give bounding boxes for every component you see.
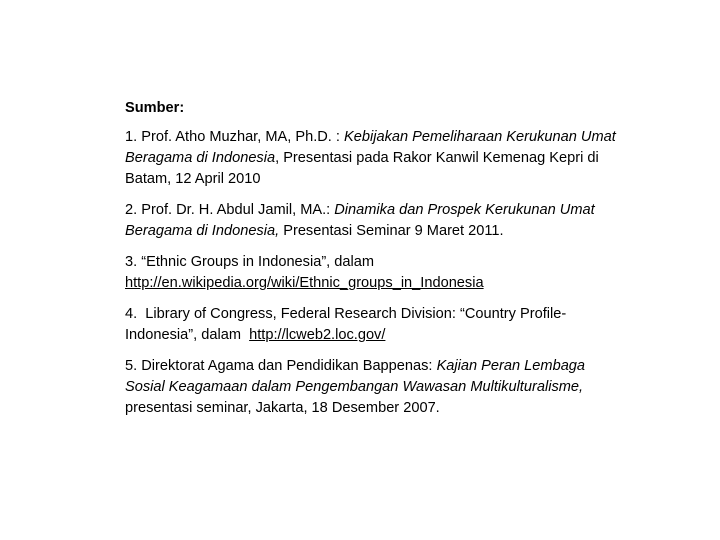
reference-item-2 (125, 200, 625, 242)
reference-number: 3. (125, 254, 138, 270)
reference-author: Direktorat Agama dan Pendidikan Bappenas: (141, 358, 433, 374)
reference-detail: , Presentasi pada Rakor Kanwil Kemenag Kepri di Batam, 12 April 2010 (125, 150, 599, 187)
reference-number: 4. (125, 306, 138, 322)
reference-number: 5. (125, 358, 138, 374)
reference-text: “Ethnic Groups in Indonesia”, dalam (141, 254, 375, 270)
reference-item-1 (125, 127, 625, 190)
reference-text: Library of Congress, Federal Research Division: “Country Profile-Indonesia”, dalam (125, 306, 567, 343)
reference-detail: presentasi seminar, Jakarta, 18 Desember 2007. (125, 400, 440, 416)
wikipedia-link[interactable]: http://en.wikipedia.org/wiki/Ethnic_groups_in_Indonesia (125, 275, 484, 291)
reference-title: Kajian Peran Lembaga Sosial Keagamaan dalam Pengembangan Wawasan Multikulturalisme, (125, 358, 586, 395)
references-block (125, 98, 625, 429)
reference-title: Dinamika dan Prospek Kerukunan Umat Beragama di Indonesia, (125, 202, 595, 239)
reference-item-5 (125, 356, 625, 419)
reference-author: Prof. Atho Muzhar, MA, Ph.D. : (141, 129, 340, 145)
reference-number: 1. (125, 129, 138, 145)
reference-item-4 (125, 304, 625, 346)
loc-link[interactable]: http://lcweb2.loc.gov/ (249, 327, 386, 343)
reference-detail: Presentasi Seminar 9 Maret 2011. (283, 223, 504, 239)
reference-author: Prof. Dr. H. Abdul Jamil, MA.: (141, 202, 331, 218)
reference-title: Kebijakan Pemeliharaan Kerukunan Umat Beragama di Indonesia (125, 129, 616, 166)
sources-heading: Sumber: (125, 100, 185, 116)
reference-number: 2. (125, 202, 138, 218)
reference-item-3 (125, 252, 625, 294)
